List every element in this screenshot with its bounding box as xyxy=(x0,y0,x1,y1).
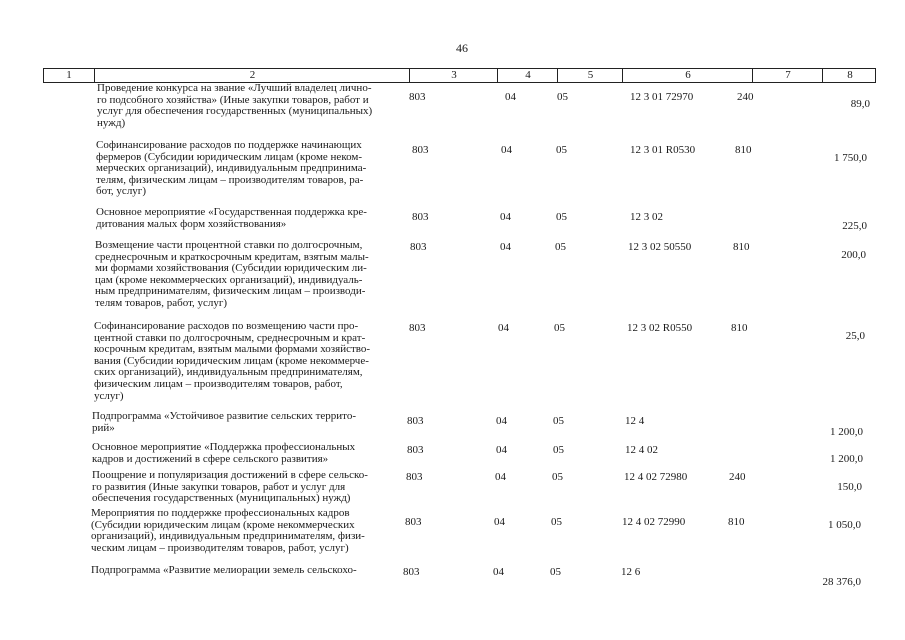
table-header xyxy=(43,68,876,83)
amount: 150,0 xyxy=(837,481,862,493)
target-article-code: 12 4 02 xyxy=(625,444,658,456)
row-name-line: организаций), индивидуальным предпринимателям, физи- xyxy=(91,530,365,543)
amount: 1 200,0 xyxy=(830,426,863,438)
row-name-line: мерческих организаций), индивидуальным предпринима- xyxy=(96,162,367,175)
row-name-line: косрочным кредитам, взятым малыми формами хозяйство- xyxy=(94,343,371,356)
target-article-code: 12 4 02 72980 xyxy=(624,471,688,483)
row-name-line: Софинансирование расходов по поддержке начинающих xyxy=(96,139,362,151)
header-col-4: 4 xyxy=(497,69,558,82)
target-article-code: 12 4 02 72990 xyxy=(622,516,686,528)
target-article-code: 12 3 02 R0550 xyxy=(627,322,693,334)
row-name-line: услуг) xyxy=(94,389,124,402)
row-name-line: Проведение конкурса на звание «Лучший владелец лично- xyxy=(97,82,372,94)
header-col-5: 5 xyxy=(557,69,623,82)
amount: 200,0 xyxy=(841,249,866,261)
ved-code: 803 xyxy=(410,241,427,253)
header-col-2: 2 xyxy=(94,69,410,82)
page-number-text: 46 xyxy=(456,41,468,55)
target-article-code: 12 3 01 72970 xyxy=(630,91,694,103)
subsection-code: 05 xyxy=(550,566,561,578)
row-name xyxy=(92,411,405,434)
section-code: 04 xyxy=(493,566,504,578)
subsection-code: 05 xyxy=(556,144,567,156)
row-name-line: среднесрочным и краткосрочным кредитам, взятым малы- xyxy=(95,250,369,263)
ved-code: 803 xyxy=(409,91,426,103)
row-name-line: ских организаций), индивидуальным предпринимателям, xyxy=(94,366,363,379)
subsection-code: 05 xyxy=(554,322,565,334)
ved-code: 803 xyxy=(407,444,424,456)
expense-type-code: 240 xyxy=(729,471,746,483)
row-name xyxy=(96,140,409,198)
subsection-code: 05 xyxy=(556,211,567,223)
ved-code: 803 xyxy=(412,211,429,223)
amount: 28 376,0 xyxy=(822,576,861,588)
row-name-line: Мероприятия по поддержке профессиональных кадров xyxy=(91,507,350,519)
amount: 89,0 xyxy=(850,98,870,110)
row-name-line: нужд) xyxy=(97,116,126,129)
row-name-line: физическим лицам – производителям товаров, работ, xyxy=(94,377,343,390)
section-code: 04 xyxy=(505,91,516,103)
ved-code: 803 xyxy=(406,471,423,483)
section-code: 04 xyxy=(496,415,507,427)
subsection-code: 05 xyxy=(552,471,563,483)
target-article-code: 12 3 01 R0530 xyxy=(630,144,696,156)
header-col-7: 7 xyxy=(752,69,823,82)
expense-type-code: 810 xyxy=(728,516,745,528)
amount: 1 750,0 xyxy=(834,152,867,164)
row-name-line: Поощрение и популяризация достижений в сфере сельско- xyxy=(92,469,368,481)
expense-type-code: 810 xyxy=(733,241,750,253)
expense-type-code: 240 xyxy=(737,91,754,103)
row-name-line: бот, услуг) xyxy=(96,185,146,198)
row-name-line: ческим лицам – производителям товаров, работ, услуг) xyxy=(91,541,349,554)
row-name-line: вания (Субсидии юридическим лицам (кроме некоммерче- xyxy=(94,354,369,367)
section-code: 04 xyxy=(495,471,506,483)
amount: 25,0 xyxy=(845,330,865,342)
section-code: 04 xyxy=(501,144,512,156)
target-article-code: 12 3 02 xyxy=(630,211,663,223)
section-code: 04 xyxy=(500,241,511,253)
amount: 1 050,0 xyxy=(828,519,861,531)
ved-code: 803 xyxy=(409,322,426,334)
row-name xyxy=(96,207,409,230)
subsection-code: 05 xyxy=(551,516,562,528)
expense-type-code: 810 xyxy=(731,322,748,334)
row-name-line: дитования малых форм хозяйствования» xyxy=(96,217,287,230)
row-name-line: Подпрограмма «Развитие мелиорации земель сельскохо- xyxy=(91,564,357,576)
row-name-line: телям, физическим лицам – производителям товаров, ра- xyxy=(96,173,364,186)
header-col-6: 6 xyxy=(622,69,753,82)
row-name-line: фермеров (Субсидии юридическим лицам (кроме неком- xyxy=(96,150,363,163)
row-name-line: центной ставки по долгосрочным, среднесрочным и крат- xyxy=(94,331,366,344)
row-name xyxy=(97,83,410,129)
section-code: 04 xyxy=(496,444,507,456)
row-name xyxy=(92,470,405,505)
section-code: 04 xyxy=(498,322,509,334)
amount: 1 200,0 xyxy=(830,453,863,465)
ved-code: 803 xyxy=(405,516,422,528)
row-name-line: Софинансирование расходов по возмещению части про- xyxy=(94,320,359,332)
row-name xyxy=(91,508,404,554)
row-name-line: (Субсидии юридическим лицам (кроме некоммерческих xyxy=(91,518,355,531)
row-name-line: Подпрограмма «Устойчивое развитие сельских террито- xyxy=(92,410,356,422)
expense-type-code: 810 xyxy=(735,144,752,156)
subsection-code: 05 xyxy=(553,444,564,456)
amount: 225,0 xyxy=(842,220,867,232)
target-article-code: 12 6 xyxy=(621,566,641,578)
row-name-line: Основное мероприятие «Государственная поддержка кре- xyxy=(96,206,367,218)
section-code: 04 xyxy=(494,516,505,528)
row-name-line: Основное мероприятие «Поддержка профессиональных xyxy=(92,441,356,453)
row-name-line: цам (кроме некоммерческих организаций), индивидуаль- xyxy=(95,273,363,286)
target-article-code: 12 4 xyxy=(625,415,645,427)
ved-code: 803 xyxy=(403,566,420,578)
header-col-1: 1 xyxy=(66,69,72,81)
row-name-line: Возмещение части процентной ставки по долгосрочным, xyxy=(95,239,363,251)
row-name-line: го подсобного хозяйства» (Иные закупки товаров, работ и xyxy=(97,93,369,106)
row-name xyxy=(91,565,404,577)
row-name-line: кадров и достижений в сфере сельского развития» xyxy=(92,452,329,465)
row-name xyxy=(92,442,405,465)
row-name-line: услуг для обеспечения государственных (муниципальных) xyxy=(97,105,373,118)
target-article-code: 12 3 02 50550 xyxy=(628,241,692,253)
section-code: 04 xyxy=(500,211,511,223)
subsection-code: 05 xyxy=(557,91,568,103)
subsection-code: 05 xyxy=(553,415,564,427)
ved-code: 803 xyxy=(412,144,429,156)
header-col-8: 8 xyxy=(822,69,877,82)
ved-code: 803 xyxy=(407,415,424,427)
row-name-line: телям товаров, работ, услуг) xyxy=(95,296,228,309)
row-name-line: ми формами хозяйствования (Субсидии юридическим ли- xyxy=(95,262,367,275)
row-name-line: го развития (Иные закупки товаров, работ и услуг для xyxy=(92,480,346,493)
row-name xyxy=(94,321,407,402)
row-name-line: ным предпринимателям, физическим лицам – производи- xyxy=(95,285,366,298)
header-col-3: 3 xyxy=(409,69,498,82)
row-name xyxy=(95,240,408,310)
row-name-line: рий» xyxy=(92,421,115,434)
row-name-line: обеспечения государственных (муниципальных) нужд) xyxy=(92,492,351,505)
subsection-code: 05 xyxy=(555,241,566,253)
